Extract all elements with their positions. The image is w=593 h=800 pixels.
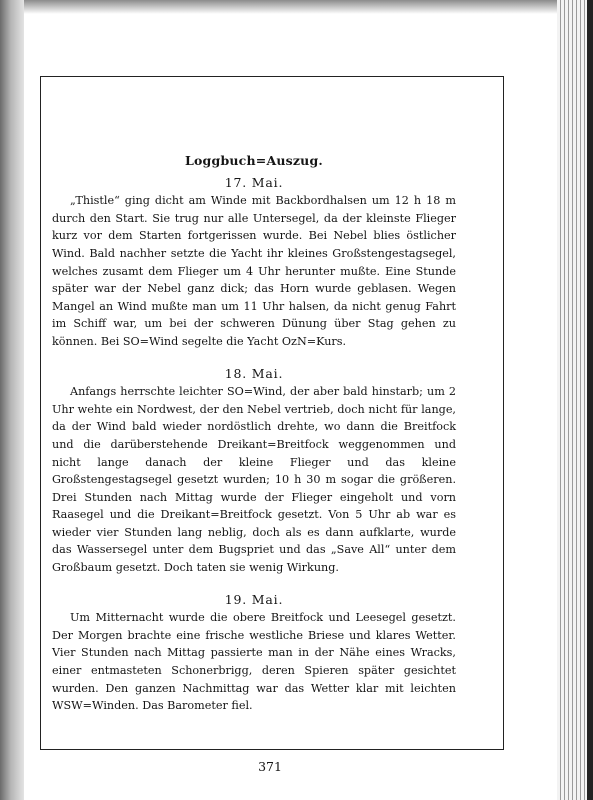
page-edge-dark bbox=[587, 0, 593, 800]
logbook-excerpt bbox=[52, 152, 456, 715]
book-spine-shadow bbox=[0, 0, 24, 800]
section-date: 19. Mai. bbox=[224, 591, 284, 607]
section-spacer bbox=[52, 577, 456, 591]
section-text: „Thistle“ ging dicht am Winde mit Backbordhalsen um 12 h 18 m durch den Start. Sie trug nur alle Untersegel, da der kleinste Flieger kurz vor dem Starten fortgerissen wurde. Bei Nebel blies östlicher Wind. Bald nachher setzte die Yacht ihr kleines Großstengestagsegel, welches zusamt dem Flieger um 4 Uhr herunter mußte. Eine Stunde später war der Nebel ganz dick; das Horn wurde geblasen. Wegen Mangel an Wind mußte man um 11 Uhr halsen, da nicht genug Fahrt im Schiff war, um bei der schweren Dünung über Stag gehen zu können. Bei SO=Wind segelte die Yacht OzN=Kurs. bbox=[52, 194, 456, 348]
section-date: 17. Mai. bbox=[224, 174, 284, 190]
section-date: 18. Mai. bbox=[224, 365, 284, 381]
section-text: Anfangs herrschte leichter SO=Wind, der aber bald hinstarb; um 2 Uhr wehte ein Nordwest, der den Nebel vertrieb, doch nicht für lange, da der Wind bald wieder nordöstlich drehte, wo dann die Breitfock und die darüberstehende Dreikant=Breitfock weggenommen und nicht lange danach der kleine Flieger und das kleine Großstengestagsegel gesetzt wurden; 10 h 30 m sogar die größeren. Drei Stunden nach Mittag wurde der Flieger eingeholt und vorn Raasegel und die Dreikant=Breitfock gesetzt. Von 5 Uhr ab war es wieder vier Stunden lang neblig, doch als es dann aufklarte, wurde das Wassersegel unter dem Bugspriet und das „Save All“ unter dem Großbaum gesetzt. Doch taten sie wenig Wirkung. bbox=[52, 385, 456, 575]
section-text: Um Mitternacht wurde die obere Breitfock und Leesegel gesetzt. Der Morgen brachte eine frische westliche Briese und klares Wetter. Vier Stunden nach Mittag passierte man in der Nähe eines Wracks, einer entmasteten Schonerbrigg, deren Spieren später gesichtet wurden. Den ganzen Nachmittag war das Wetter klar mit leichten WSW=Winden. Das Barometer fiel. bbox=[52, 611, 456, 713]
page-number: 371 bbox=[258, 759, 282, 774]
section-spacer bbox=[52, 351, 456, 365]
page-title: Loggbuch=Auszug. bbox=[185, 153, 323, 168]
page-top-shadow bbox=[24, 0, 559, 14]
